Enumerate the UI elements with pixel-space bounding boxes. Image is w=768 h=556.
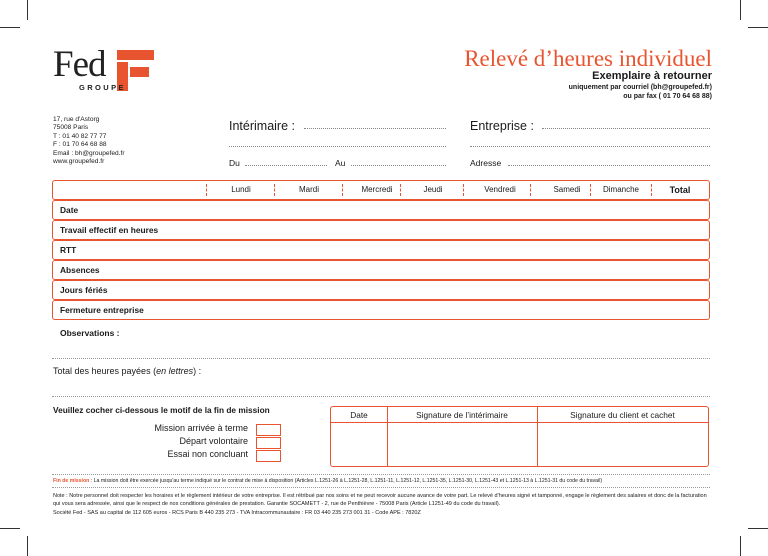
reason-label: Essai non concluant xyxy=(167,449,248,459)
column-divider xyxy=(530,184,531,196)
logo-group-label: GROUPE xyxy=(79,83,126,92)
entreprise-field[interactable] xyxy=(542,128,710,129)
company-address xyxy=(53,116,125,166)
table-row[interactable] xyxy=(52,280,710,300)
interimaire-field-line2[interactable] xyxy=(229,146,446,147)
row-label: Fermeture entreprise xyxy=(60,305,144,315)
crop-mark xyxy=(748,528,768,529)
column-divider xyxy=(463,184,464,196)
column-divider xyxy=(274,184,275,196)
reason-label: Mission arrivée à terme xyxy=(154,423,248,433)
row-label: RTT xyxy=(60,245,77,255)
day-header: Mardi xyxy=(298,185,319,194)
crop-mark xyxy=(27,0,28,20)
entreprise-field-line2[interactable] xyxy=(470,146,710,147)
day-header: Samedi xyxy=(553,185,581,194)
column-divider xyxy=(342,184,343,196)
signature-table xyxy=(330,406,709,467)
row-label: Date xyxy=(60,205,79,215)
column-divider xyxy=(206,184,207,196)
address-line: Email : bh@groupefed.fr xyxy=(53,149,125,157)
adresse-label: Adresse xyxy=(470,158,502,168)
return-note-fax: ou par fax ( 01 70 64 68 88) xyxy=(623,93,712,100)
address-line: 17, rue d'Astorg xyxy=(53,116,100,123)
table-row[interactable] xyxy=(52,300,710,320)
au-label: Au xyxy=(335,158,346,168)
hours-table xyxy=(52,180,710,320)
crop-mark xyxy=(0,27,20,28)
total-paid-label: Total des heures payées (en lettres) : xyxy=(53,366,202,376)
row-label: Absences xyxy=(60,265,100,275)
document-title: Relevé d’heures individuel xyxy=(464,46,712,71)
day-header: Dimanche xyxy=(602,185,639,194)
table-row[interactable] xyxy=(52,220,710,240)
day-header: Jeudi xyxy=(423,185,443,194)
table-row[interactable] xyxy=(52,200,710,220)
end-mission-note: Fin de mission : La mission doit être exercée jusqu'au terme indiqué sur le contrat de mise à disposition (Articles L.1251-26 à L.1251-28, L.1251-11, L.1251-12, L.1251-35, L.1251-30, L.1251-43 et L.1251-13 à L.1251-31 du code du travail) xyxy=(53,478,603,484)
return-note-email: uniquement par courriel (bh@groupefed.fr) xyxy=(568,84,712,91)
logo-wordmark: Fed xyxy=(53,44,106,85)
day-header: Mercredi xyxy=(361,185,393,194)
entreprise-label: Entreprise : xyxy=(470,119,534,133)
reason-checkbox[interactable] xyxy=(256,450,281,462)
column-divider xyxy=(400,184,401,196)
logo-mark xyxy=(130,67,149,77)
table-row[interactable] xyxy=(52,240,710,260)
reason-checkbox[interactable] xyxy=(256,437,281,449)
divider-line xyxy=(52,474,710,475)
divider-line xyxy=(52,487,710,488)
address-line: T : 01 40 82 77 77 xyxy=(53,132,107,140)
interimaire-label: Intérimaire : xyxy=(229,119,295,133)
signature-client-header: Signature du client et cachet xyxy=(537,407,708,423)
du-field[interactable] xyxy=(245,165,327,166)
day-header: Lundi xyxy=(231,185,251,194)
table-row[interactable] xyxy=(52,260,710,280)
reason-checkbox[interactable] xyxy=(256,424,281,436)
signature-date-header: Date xyxy=(331,407,387,423)
legal-note: Note : Notre personnel doit respecter les horaires et le règlement intérieur de votre entreprise. Il est rétribué par nos soins et ne peut recevoir aucune avance de votre part. Le relevé d’heures signé et tamponné, engage le règlement des salaires et donc de la facturation qui vous sera adressée, ainsi que le respect de nos conditions générales de prestation. Garantie SOCAMETT - 2, rue de Penthièvre - 75008 Paris (Article L1251-49 du code du travail). Société Fed - SAS au capital de 112 605 euros - RCS Paris B 440 235 273 - TVA Intracommunautaire : FR 03 440 235 273 001 31 - Code APE : 7820Z xyxy=(53,493,707,516)
column-divider xyxy=(590,184,591,196)
table-header xyxy=(52,180,710,200)
crop-mark xyxy=(748,27,768,28)
day-header: Vendredi xyxy=(484,185,516,194)
observations-label: Observations : xyxy=(60,328,120,338)
address-line: F : 01 70 64 68 88 xyxy=(53,141,107,149)
signature-interimaire-header: Signature de l’intérimaire xyxy=(387,407,537,423)
address-line: 75008 Paris xyxy=(53,124,89,132)
adresse-field[interactable] xyxy=(508,165,710,166)
row-label: Travail effectif en heures xyxy=(60,225,159,235)
crop-mark xyxy=(27,536,28,556)
reason-label: Départ volontaire xyxy=(179,436,248,446)
address-line: www.groupefed.fr xyxy=(53,158,105,166)
crop-mark xyxy=(740,536,741,556)
total-header: Total xyxy=(669,185,691,195)
end-reason-title: Veuillez cocher ci-dessous le motif de la fin de mission xyxy=(53,405,270,415)
document-subtitle: Exemplaire à retourner xyxy=(592,70,712,82)
du-label: Du xyxy=(229,158,240,168)
crop-mark xyxy=(0,528,20,529)
interimaire-field[interactable] xyxy=(304,128,446,129)
observations-line[interactable] xyxy=(52,358,710,359)
logo-mark xyxy=(117,50,154,60)
crop-mark xyxy=(740,0,741,20)
row-label: Jours fériés xyxy=(60,285,108,295)
total-paid-line[interactable] xyxy=(52,396,710,397)
au-field[interactable] xyxy=(351,165,446,166)
